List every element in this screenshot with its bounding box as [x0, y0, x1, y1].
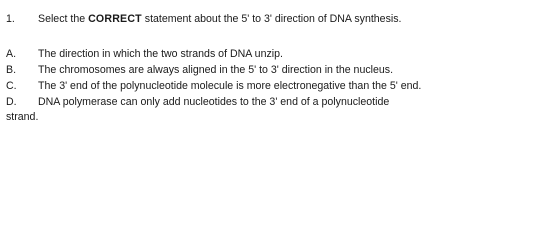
option-c-letter: C.: [6, 80, 17, 92]
option-c-text: The 3' end of the polynucleotide molecule is more electronegative than the 5' end.: [38, 80, 422, 92]
question-text-after: statement about the 5' to 3' direction of DNA synthesis.: [141, 13, 402, 25]
question-number: 1.: [6, 13, 15, 25]
option-d-letter: D.: [6, 96, 17, 108]
option-a-text: The direction in which the two strands of DNA unzip.: [38, 48, 283, 60]
question-emphasis: CORRECT: [88, 13, 142, 25]
option-b-letter: B.: [6, 64, 17, 76]
option-d-text: DNA polymerase can only add nucleotides to the 3' end of a polynucleotide: [38, 96, 390, 108]
question-text-before: Select the: [38, 13, 89, 25]
question-text: [38, 12, 401, 26]
option-b-text: The chromosomes are always aligned in the 5' to 3' direction in the nucleus.: [38, 64, 394, 76]
option-a-letter: A.: [6, 48, 17, 60]
option-d-continuation: strand.: [6, 111, 39, 123]
